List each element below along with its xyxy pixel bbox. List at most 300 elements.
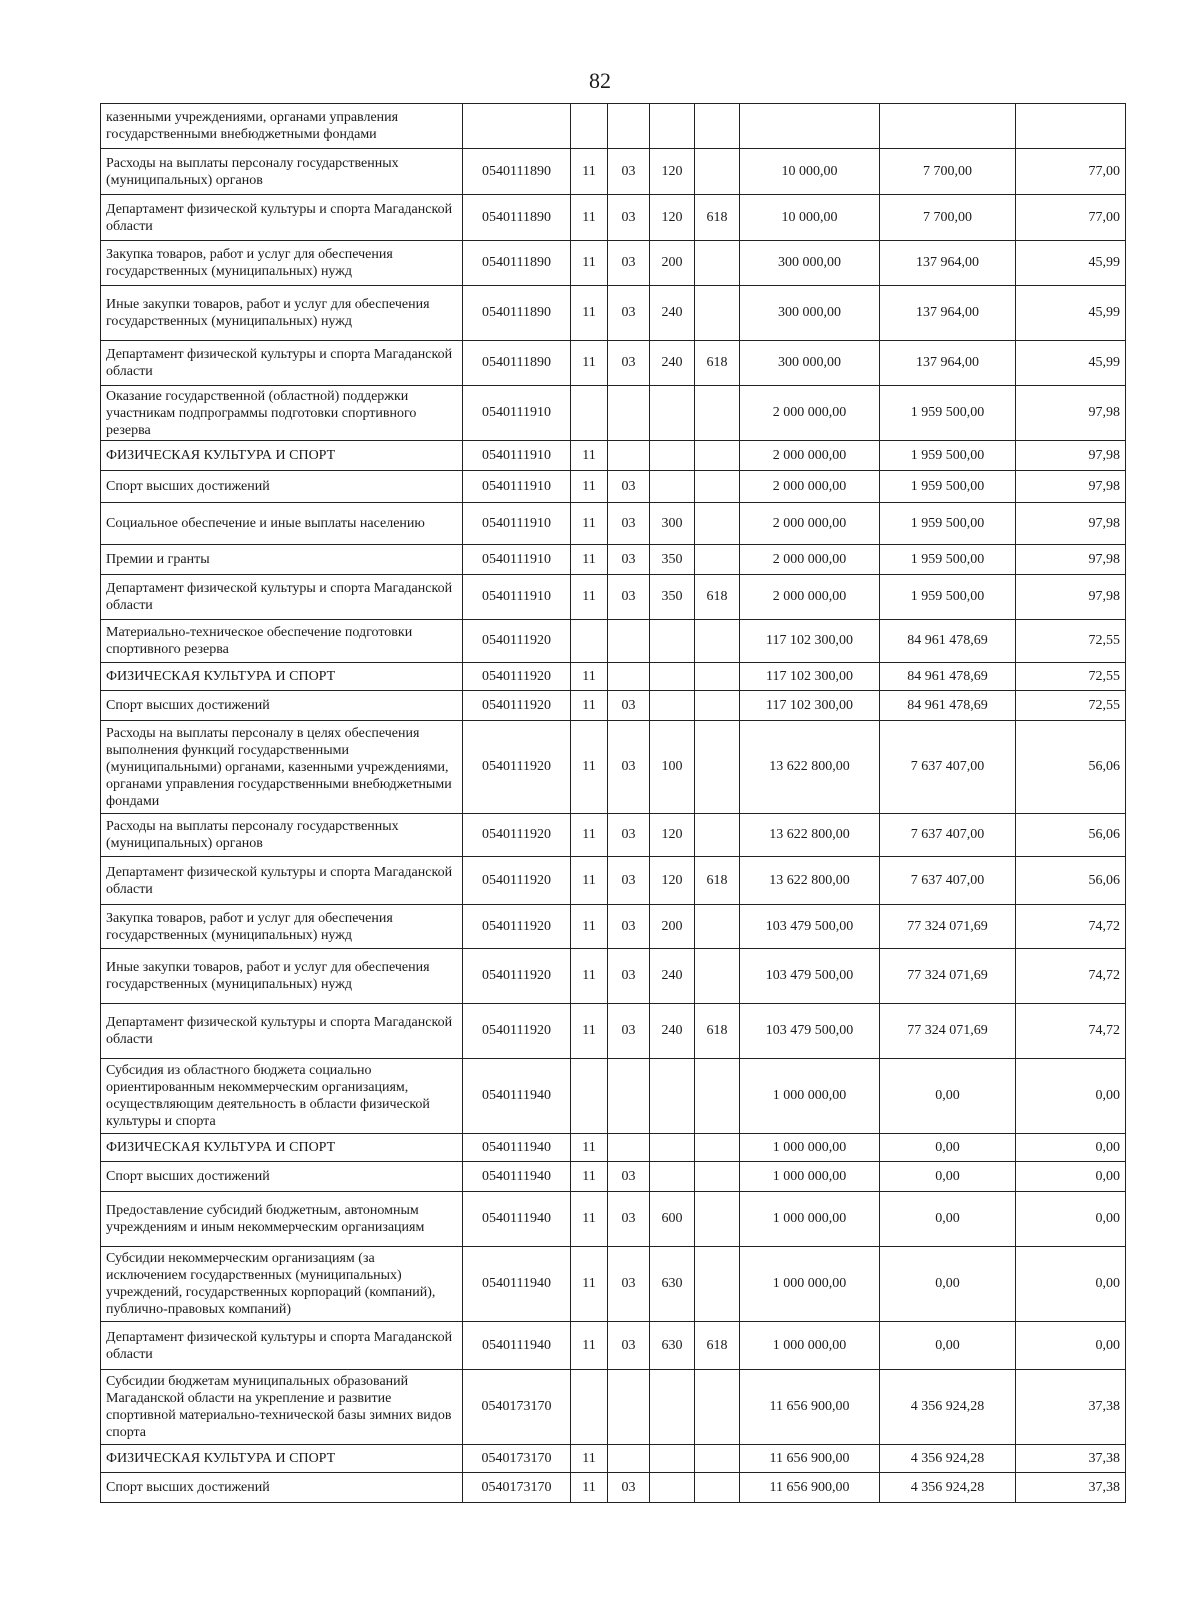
actual-amount: 0,00 [880,1192,1016,1247]
section-code [571,620,608,663]
table-row [101,386,1126,441]
execution-percent: 74,72 [1016,1004,1126,1059]
row-name: ФИЗИЧЕСКАЯ КУЛЬТУРА И СПОРТ [101,663,463,691]
actual-amount: 137 964,00 [880,241,1016,286]
row-name: Спорт высших достижений [101,471,463,503]
section-code [571,104,608,149]
plan-amount: 2 000 000,00 [740,545,880,575]
administrator-code [695,503,740,545]
row-name: Департамент физической культуры и спорта Магаданской области [101,195,463,241]
subsection-code [608,1134,650,1162]
target-code: 0540111940 [463,1162,571,1192]
section-code: 11 [571,721,608,814]
actual-amount: 7 637 407,00 [880,814,1016,857]
actual-amount: 77 324 071,69 [880,949,1016,1004]
section-code: 11 [571,341,608,386]
subsection-code: 03 [608,1322,650,1370]
administrator-code [695,1370,740,1445]
plan-amount: 117 102 300,00 [740,663,880,691]
expense-type-code [650,1162,695,1192]
actual-amount: 0,00 [880,1059,1016,1134]
administrator-code [695,241,740,286]
plan-amount: 1 000 000,00 [740,1192,880,1247]
administrator-code [695,386,740,441]
target-code: 0540111940 [463,1059,571,1134]
execution-percent: 37,38 [1016,1445,1126,1473]
execution-percent: 37,38 [1016,1370,1126,1445]
expense-type-code: 240 [650,949,695,1004]
expense-type-code: 200 [650,241,695,286]
row-name: Расходы на выплаты персоналу государственных (муниципальных) органов [101,149,463,195]
administrator-code [695,1162,740,1192]
section-code [571,1059,608,1134]
plan-amount: 2 000 000,00 [740,575,880,620]
target-code: 0540111910 [463,441,571,471]
administrator-code [695,663,740,691]
actual-amount: 0,00 [880,1162,1016,1192]
actual-amount: 1 959 500,00 [880,545,1016,575]
plan-amount: 2 000 000,00 [740,471,880,503]
administrator-code [695,1192,740,1247]
administrator-code [695,149,740,195]
plan-amount: 103 479 500,00 [740,949,880,1004]
actual-amount: 1 959 500,00 [880,386,1016,441]
actual-amount [880,104,1016,149]
section-code: 11 [571,1247,608,1322]
administrator-code [695,905,740,949]
table-row [101,441,1126,471]
plan-amount: 117 102 300,00 [740,691,880,721]
target-code: 0540111920 [463,814,571,857]
expense-type-code: 240 [650,341,695,386]
plan-amount: 10 000,00 [740,149,880,195]
target-code: 0540111910 [463,471,571,503]
expense-type-code: 630 [650,1322,695,1370]
table-row [101,1322,1126,1370]
expense-type-code: 120 [650,814,695,857]
plan-amount: 13 622 800,00 [740,857,880,905]
section-code: 11 [571,1004,608,1059]
target-code: 0540111920 [463,949,571,1004]
expense-type-code [650,441,695,471]
section-code: 11 [571,1473,608,1503]
row-name: Закупка товаров, работ и услуг для обеспечения государственных (муниципальных) нужд [101,241,463,286]
expense-type-code: 300 [650,503,695,545]
plan-amount: 10 000,00 [740,195,880,241]
target-code: 0540111920 [463,620,571,663]
table-row [101,1134,1126,1162]
budget-table [100,103,1126,1503]
row-name: Департамент физической культуры и спорта Магаданской области [101,1322,463,1370]
table-row [101,1059,1126,1134]
expense-type-code [650,691,695,721]
actual-amount: 77 324 071,69 [880,905,1016,949]
target-code: 0540111940 [463,1322,571,1370]
table-row [101,949,1126,1004]
execution-percent: 45,99 [1016,286,1126,341]
row-name: Департамент физической культуры и спорта Магаданской области [101,857,463,905]
expense-type-code: 120 [650,857,695,905]
plan-amount: 1 000 000,00 [740,1059,880,1134]
subsection-code: 03 [608,241,650,286]
target-code: 0540111920 [463,1004,571,1059]
section-code: 11 [571,1192,608,1247]
target-code: 0540173170 [463,1445,571,1473]
target-code: 0540111890 [463,149,571,195]
table-row [101,471,1126,503]
plan-amount: 11 656 900,00 [740,1445,880,1473]
row-name: Иные закупки товаров, работ и услуг для обеспечения государственных (муниципальных) нужд [101,949,463,1004]
actual-amount: 0,00 [880,1134,1016,1162]
section-code: 11 [571,575,608,620]
expense-type-code: 240 [650,1004,695,1059]
expense-type-code: 120 [650,195,695,241]
actual-amount: 1 959 500,00 [880,471,1016,503]
target-code: 0540173170 [463,1473,571,1503]
administrator-code [695,691,740,721]
expense-type-code [650,1370,695,1445]
subsection-code: 03 [608,503,650,545]
section-code: 11 [571,241,608,286]
target-code: 0540111910 [463,545,571,575]
target-code: 0540111920 [463,663,571,691]
table-row [101,1192,1126,1247]
table-row [101,814,1126,857]
execution-percent [1016,104,1126,149]
actual-amount: 7 637 407,00 [880,857,1016,905]
row-name: ФИЗИЧЕСКАЯ КУЛЬТУРА И СПОРТ [101,1445,463,1473]
target-code: 0540111890 [463,341,571,386]
subsection-code: 03 [608,1192,650,1247]
administrator-code: 618 [695,341,740,386]
plan-amount: 11 656 900,00 [740,1473,880,1503]
row-name: Спорт высших достижений [101,1162,463,1192]
subsection-code: 03 [608,286,650,341]
actual-amount: 84 961 478,69 [880,691,1016,721]
table-body [101,104,1126,1503]
actual-amount: 77 324 071,69 [880,1004,1016,1059]
actual-amount: 137 964,00 [880,341,1016,386]
row-name: Расходы на выплаты персоналу государственных (муниципальных) органов [101,814,463,857]
execution-percent: 72,55 [1016,620,1126,663]
execution-percent: 72,55 [1016,663,1126,691]
table-row [101,545,1126,575]
section-code: 11 [571,905,608,949]
expense-type-code: 600 [650,1192,695,1247]
execution-percent: 0,00 [1016,1162,1126,1192]
actual-amount: 7 700,00 [880,195,1016,241]
actual-amount: 4 356 924,28 [880,1370,1016,1445]
expense-type-code [650,1445,695,1473]
execution-percent: 97,98 [1016,386,1126,441]
subsection-code: 03 [608,1247,650,1322]
actual-amount: 0,00 [880,1322,1016,1370]
table-row [101,503,1126,545]
section-code: 11 [571,503,608,545]
expense-type-code [650,1473,695,1503]
row-name: Субсидии некоммерческим организациям (за исключением государственных (муниципальных) учреждений, государственных корпораций (компаний), публично-правовых компаний) [101,1247,463,1322]
plan-amount [740,104,880,149]
subsection-code: 03 [608,721,650,814]
execution-percent: 0,00 [1016,1192,1126,1247]
subsection-code [608,104,650,149]
execution-percent: 97,98 [1016,575,1126,620]
section-code: 11 [571,545,608,575]
subsection-code: 03 [608,149,650,195]
table-row [101,857,1126,905]
administrator-code [695,1134,740,1162]
row-name: Оказание государственной (областной) поддержки участникам подпрограммы подготовки спортивного резерва [101,386,463,441]
table-row [101,1247,1126,1322]
section-code [571,1370,608,1445]
target-code: 0540111890 [463,195,571,241]
table-row [101,286,1126,341]
row-name: Субсидия из областного бюджета социально ориентированным некоммерческим организациям, осуществляющим деятельность в области физической культуры и спорта [101,1059,463,1134]
execution-percent: 77,00 [1016,195,1126,241]
subsection-code: 03 [608,857,650,905]
actual-amount: 137 964,00 [880,286,1016,341]
administrator-code: 618 [695,195,740,241]
table-row [101,149,1126,195]
execution-percent: 56,06 [1016,814,1126,857]
administrator-code [695,1445,740,1473]
actual-amount: 1 959 500,00 [880,441,1016,471]
expense-type-code: 350 [650,545,695,575]
execution-percent: 97,98 [1016,471,1126,503]
actual-amount: 7 637 407,00 [880,721,1016,814]
section-code: 11 [571,471,608,503]
execution-percent: 45,99 [1016,341,1126,386]
row-name: казенными учреждениями, органами управления государственными внебюджетными фондами [101,104,463,149]
execution-percent: 0,00 [1016,1322,1126,1370]
subsection-code: 03 [608,195,650,241]
actual-amount: 4 356 924,28 [880,1473,1016,1503]
row-name: Закупка товаров, работ и услуг для обеспечения государственных (муниципальных) нужд [101,905,463,949]
section-code: 11 [571,1322,608,1370]
subsection-code [608,1370,650,1445]
actual-amount: 1 959 500,00 [880,575,1016,620]
row-name: Спорт высших достижений [101,1473,463,1503]
section-code: 11 [571,857,608,905]
section-code: 11 [571,1445,608,1473]
expense-type-code [650,663,695,691]
section-code [571,386,608,441]
target-code: 0540111940 [463,1247,571,1322]
execution-percent: 0,00 [1016,1059,1126,1134]
subsection-code: 03 [608,1162,650,1192]
administrator-code [695,441,740,471]
row-name: Департамент физической культуры и спорта Магаданской области [101,575,463,620]
section-code: 11 [571,814,608,857]
row-name: Спорт высших достижений [101,691,463,721]
plan-amount: 1 000 000,00 [740,1134,880,1162]
table-row [101,663,1126,691]
table-row [101,341,1126,386]
row-name: Предоставление субсидий бюджетным, автономным учреждениям и иным некоммерческим организациям [101,1192,463,1247]
target-code: 0540111940 [463,1134,571,1162]
subsection-code: 03 [608,949,650,1004]
plan-amount: 300 000,00 [740,286,880,341]
execution-percent: 56,06 [1016,721,1126,814]
row-name: Департамент физической культуры и спорта Магаданской области [101,1004,463,1059]
subsection-code [608,663,650,691]
target-code: 0540111920 [463,905,571,949]
actual-amount: 84 961 478,69 [880,620,1016,663]
administrator-code [695,1247,740,1322]
execution-percent: 74,72 [1016,905,1126,949]
plan-amount: 2 000 000,00 [740,441,880,471]
expense-type-code: 240 [650,286,695,341]
plan-amount: 1 000 000,00 [740,1162,880,1192]
expense-type-code: 350 [650,575,695,620]
table-row [101,691,1126,721]
execution-percent: 97,98 [1016,503,1126,545]
table-row [101,575,1126,620]
expense-type-code: 630 [650,1247,695,1322]
target-code [463,104,571,149]
row-name: Субсидии бюджетам муниципальных образований Магаданской области на укрепление и развитие спортивной материально-технической базы зимних видов спорта [101,1370,463,1445]
plan-amount: 103 479 500,00 [740,905,880,949]
expense-type-code [650,1059,695,1134]
execution-percent: 74,72 [1016,949,1126,1004]
subsection-code: 03 [608,341,650,386]
row-name: ФИЗИЧЕСКАЯ КУЛЬТУРА И СПОРТ [101,441,463,471]
administrator-code [695,104,740,149]
table-row [101,195,1126,241]
target-code: 0540111920 [463,857,571,905]
execution-percent: 56,06 [1016,857,1126,905]
execution-percent: 0,00 [1016,1134,1126,1162]
target-code: 0540111910 [463,503,571,545]
subsection-code [608,386,650,441]
execution-percent: 97,98 [1016,441,1126,471]
target-code: 0540111890 [463,241,571,286]
row-name: Социальное обеспечение и иные выплаты населению [101,503,463,545]
execution-percent: 45,99 [1016,241,1126,286]
page-number: 82 [589,68,611,93]
target-code: 0540111890 [463,286,571,341]
section-code: 11 [571,441,608,471]
table-row [101,1004,1126,1059]
plan-amount: 300 000,00 [740,341,880,386]
expense-type-code [650,1134,695,1162]
table-row [101,1473,1126,1503]
section-code: 11 [571,1134,608,1162]
actual-amount: 84 961 478,69 [880,663,1016,691]
administrator-code [695,1473,740,1503]
execution-percent: 97,98 [1016,545,1126,575]
row-name: Иные закупки товаров, работ и услуг для обеспечения государственных (муниципальных) нужд [101,286,463,341]
execution-percent: 77,00 [1016,149,1126,195]
actual-amount: 0,00 [880,1247,1016,1322]
table-row [101,1370,1126,1445]
administrator-code [695,814,740,857]
actual-amount: 4 356 924,28 [880,1445,1016,1473]
table-row [101,721,1126,814]
section-code: 11 [571,149,608,195]
execution-percent: 37,38 [1016,1473,1126,1503]
actual-amount: 1 959 500,00 [880,503,1016,545]
section-code: 11 [571,195,608,241]
section-code: 11 [571,691,608,721]
row-name: Материально-техническое обеспечение подготовки спортивного резерва [101,620,463,663]
table-row [101,1162,1126,1192]
section-code: 11 [571,286,608,341]
subsection-code: 03 [608,814,650,857]
target-code: 0540111940 [463,1192,571,1247]
administrator-code [695,471,740,503]
table-row [101,104,1126,149]
table-row [101,1445,1126,1473]
subsection-code: 03 [608,545,650,575]
table-row [101,620,1126,663]
plan-amount: 1 000 000,00 [740,1247,880,1322]
row-name: Премии и гранты [101,545,463,575]
target-code: 0540111910 [463,575,571,620]
table-row [101,241,1126,286]
actual-amount: 7 700,00 [880,149,1016,195]
subsection-code [608,1445,650,1473]
subsection-code: 03 [608,575,650,620]
administrator-code [695,949,740,1004]
subsection-code: 03 [608,905,650,949]
subsection-code [608,441,650,471]
subsection-code: 03 [608,471,650,503]
administrator-code: 618 [695,857,740,905]
administrator-code [695,286,740,341]
target-code: 0540111910 [463,386,571,441]
target-code: 0540111920 [463,721,571,814]
subsection-code: 03 [608,1473,650,1503]
administrator-code: 618 [695,575,740,620]
subsection-code: 03 [608,1004,650,1059]
administrator-code [695,721,740,814]
subsection-code: 03 [608,691,650,721]
administrator-code: 618 [695,1322,740,1370]
administrator-code [695,620,740,663]
execution-percent: 72,55 [1016,691,1126,721]
section-code: 11 [571,663,608,691]
expense-type-code [650,471,695,503]
plan-amount: 117 102 300,00 [740,620,880,663]
plan-amount: 11 656 900,00 [740,1370,880,1445]
plan-amount: 2 000 000,00 [740,503,880,545]
row-name: Расходы на выплаты персоналу в целях обеспечения выполнения функций государственными (муниципальными) органами, казенными учреждениями, органами управления государственными внебюджетными фондами [101,721,463,814]
section-code: 11 [571,949,608,1004]
administrator-code [695,545,740,575]
plan-amount: 300 000,00 [740,241,880,286]
plan-amount: 2 000 000,00 [740,386,880,441]
expense-type-code: 100 [650,721,695,814]
plan-amount: 1 000 000,00 [740,1322,880,1370]
expense-type-code: 120 [650,149,695,195]
plan-amount: 13 622 800,00 [740,721,880,814]
expense-type-code [650,620,695,663]
target-code: 0540173170 [463,1370,571,1445]
subsection-code [608,620,650,663]
section-code: 11 [571,1162,608,1192]
row-name: ФИЗИЧЕСКАЯ КУЛЬТУРА И СПОРТ [101,1134,463,1162]
target-code: 0540111920 [463,691,571,721]
expense-type-code [650,104,695,149]
administrator-code [695,1059,740,1134]
expense-type-code [650,386,695,441]
expense-type-code: 200 [650,905,695,949]
plan-amount: 13 622 800,00 [740,814,880,857]
subsection-code [608,1059,650,1134]
plan-amount: 103 479 500,00 [740,1004,880,1059]
execution-percent: 0,00 [1016,1247,1126,1322]
